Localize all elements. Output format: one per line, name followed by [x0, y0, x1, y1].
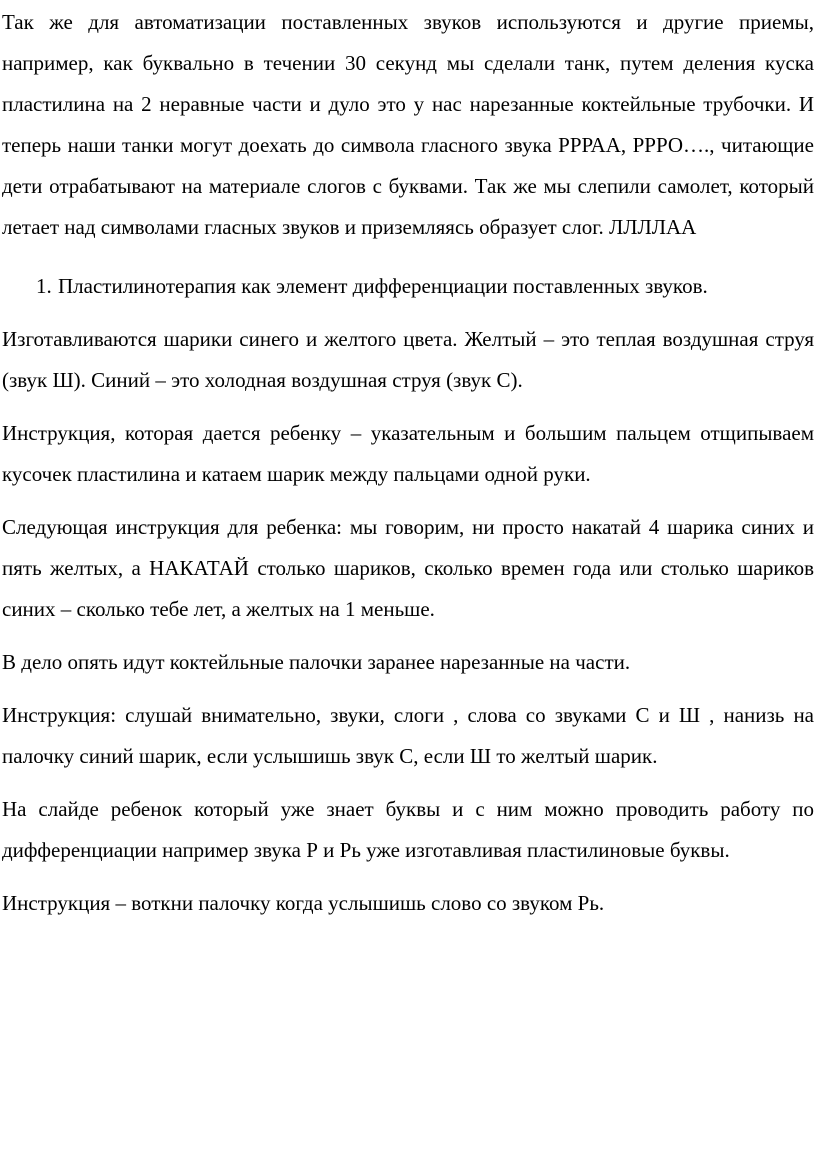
paragraph-automation-techniques: Так же для автоматизации поставленных звуков используются и другие приемы, например, как буквально в течении 30 секунд мы сделали танк, путем деления куска пластилина на 2 неравные части и дуло это у нас нарезанные коктейльные трубочки. И теперь наши танки могут доехать до символа гласного звука РРРАА, РРРО…., читающие дети отрабатывают на материале слогов с буквами. Так же мы слепили самолет, который летает над символами гласных звуков и приземляясь образует слог. ЛЛЛЛАА [2, 10, 814, 239]
list-item-1 [2, 266, 814, 307]
paragraph-cocktail-sticks: В дело опять идут коктейльные палочки заранее нарезанные на части. [2, 650, 631, 674]
paragraph-instruction-listen: Инструкция: слушай внимательно, звуки, слоги , слова со звуками С и Ш , нанизь на палочку синий шарик, если услышишь звук С, если Ш то желтый шарик. [2, 703, 814, 768]
paragraph-balls-colors: Изготавливаются шарики синего и желтого цвета. Желтый – это теплая воздушная струя (звук Ш). Синий – это холодная воздушная струя (звук С). [2, 327, 814, 392]
paragraph-instruction-pinch: Инструкция, которая дается ребенку – указательным и большим пальцем отщипываем кусочек пластилина и катаем шарик между пальцами одной руки. [2, 421, 814, 486]
list-item-text: Пластилинотерапия как элемент дифференциации поставленных звуков. [58, 274, 708, 298]
paragraph-instruction-stick: Инструкция – воткни палочку когда услышишь слово со звуком Рь. [2, 891, 605, 915]
paragraph-slide-letters: На слайде ребенок который уже знает буквы и с ним можно проводить работу по дифференциации например звука Р и Рь уже изготавливая пластилиновые буквы. [2, 797, 814, 862]
paragraph-next-instruction: Следующая инструкция для ребенка: мы говорим, ни просто накатай 4 шарика синих и пять желтых, а НАКАТАЙ столько шариков, сколько времен года или столько шариков синих – сколько тебе лет, а желтых на 1 меньше. [2, 515, 814, 621]
list-item-number: 1. [36, 274, 52, 298]
